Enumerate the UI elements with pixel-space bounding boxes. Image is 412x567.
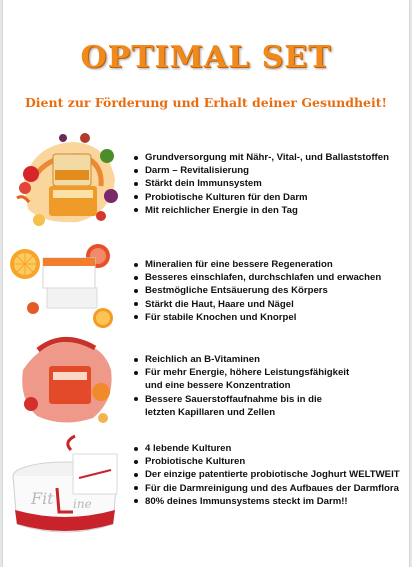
page-title: OPTIMAL SET — [80, 40, 332, 75]
list-item: Mineralien für eine bessere Regeneration — [133, 258, 381, 271]
product-3-bullets — [133, 353, 349, 419]
svg-text:Fit: Fit — [31, 489, 54, 508]
document-page — [3, 0, 409, 567]
fruit-splash-product-icon — [3, 124, 128, 234]
product-section-1 — [3, 124, 409, 234]
list-item: Bessere Sauerstoffaufnahme bis in die — [133, 393, 349, 406]
list-item: Grundversorgung mit Nähr-, Vital-, und Ballaststoffen — [133, 151, 389, 164]
list-item: Probiotische Kulturen — [133, 455, 400, 468]
product-section-3 — [3, 330, 409, 430]
list-item: Bestmögliche Entsäuerung des Körpers — [133, 284, 381, 297]
list-item: 4 lebende Kulturen — [133, 442, 400, 455]
product-4-bullets — [133, 442, 400, 508]
list-item: Stärkt dein Immunsystem — [133, 177, 389, 190]
product-section-2 — [3, 236, 409, 331]
citrus-box-product-icon — [3, 236, 128, 331]
product-2-bullets — [133, 258, 381, 324]
list-item: Für mehr Energie, höhere Leistungsfähigkeit — [133, 366, 349, 379]
list-item: Probiotische Kulturen für den Darm — [133, 191, 389, 204]
fitline-jar-product-icon — [3, 432, 128, 542]
list-item: Für stabile Knochen und Knorpel — [133, 311, 381, 324]
list-item: Darm – Revitalisierung — [133, 164, 389, 177]
svg-text:ine: ine — [73, 497, 92, 511]
product-1-bullets — [133, 151, 389, 217]
list-item: und eine bessere Konzentration — [145, 380, 291, 392]
list-item: Reichlich an B-Vitaminen — [133, 353, 349, 366]
red-juice-product-icon — [3, 330, 128, 430]
product-section-4 — [3, 432, 409, 542]
list-item: letzten Kapillaren und Zellen — [145, 406, 276, 418]
list-item: 80% deines Immunsystems steckt im Darm!! — [133, 495, 400, 508]
list-item: Für die Darmreinigung und des Aufbaues der Darmflora — [133, 482, 400, 495]
list-item: Stärkt die Haut, Haare und Nägel — [133, 298, 381, 311]
list-item: Besseres einschlafen, durchschlafen und erwachen — [133, 271, 381, 284]
list-item: Mit reichlicher Energie in den Tag — [133, 204, 389, 217]
list-item: Der einzige patentierte probiotische Joghurt WELTWEIT — [133, 468, 400, 481]
page-subtitle: Dient zur Förderung und Erhalt deiner Gesundheit! — [24, 95, 388, 110]
